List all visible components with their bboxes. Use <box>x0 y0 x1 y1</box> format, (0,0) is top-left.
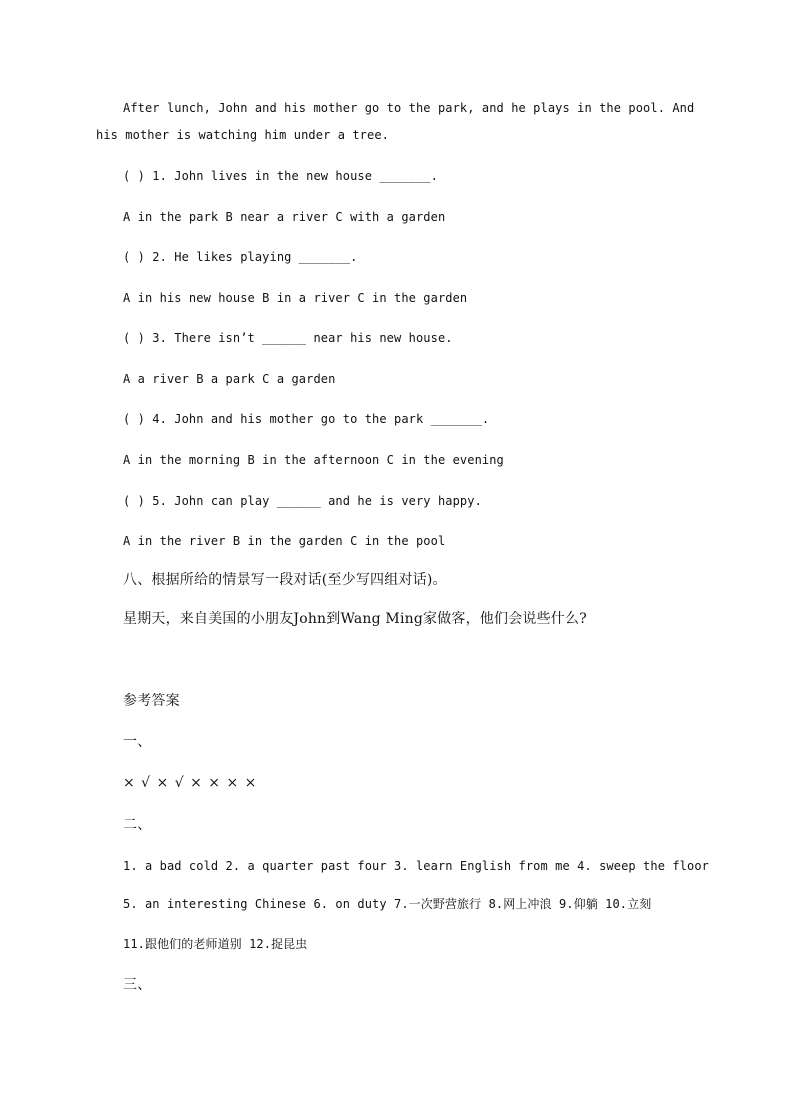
question-2-options: A in his new house B in a river C in the garden <box>123 291 468 305</box>
question-3-stem: ( ) 3. There isn’t ______ near his new house. <box>123 331 453 345</box>
question-5-stem: ( ) 5. John can play ______ and he is very happy. <box>123 494 482 508</box>
passage-line-1: After lunch, John and his mother go to the park, and he plays in the pool. And <box>123 101 695 115</box>
answers-part-2-label: 二、 <box>123 817 152 833</box>
question-2-stem: ( ) 2. He likes playing _______. <box>123 250 358 264</box>
question-4-stem: ( ) 4. John and his mother go to the park _______. <box>123 412 490 426</box>
question-3-options: A a river B a park C a garden <box>123 372 336 386</box>
answers-part-1-marks: × √ × √ × × × × <box>123 775 258 791</box>
answers-title: 参考答案 <box>123 693 180 709</box>
answers-part-2-line-1: 1. a bad cold 2. a quarter past four 3. learn English from me 4. sweep the floor <box>123 859 709 873</box>
answers-part-2-line-2: 5. an interesting Chinese 6. on duty 7.一次野营旅行 8.网上冲浪 9.仰躺 10.立刻 <box>123 897 652 911</box>
question-5-options: A in the river B in the garden C in the pool <box>123 534 446 548</box>
section-8-heading: 八、根据所给的情景写一段对话(至少写四组对话)。 <box>123 572 447 588</box>
section-8-prompt: 星期天，来自美国的小朋友John到Wang Ming家做客，他们会说些什么? <box>123 611 587 627</box>
answers-part-2-line-3: 11.跟他们的老师道别 12.捉昆虫 <box>123 937 308 951</box>
question-1-options: A in the park B near a river C with a garden <box>123 210 446 224</box>
passage-line-2: his mother is watching him under a tree. <box>96 128 389 142</box>
question-1-stem: ( ) 1. John lives in the new house _______. <box>123 169 438 183</box>
question-4-options: A in the morning B in the afternoon C in the evening <box>123 453 504 467</box>
answers-part-1-label: 一、 <box>123 734 152 750</box>
answers-part-3-label: 三、 <box>123 977 152 993</box>
